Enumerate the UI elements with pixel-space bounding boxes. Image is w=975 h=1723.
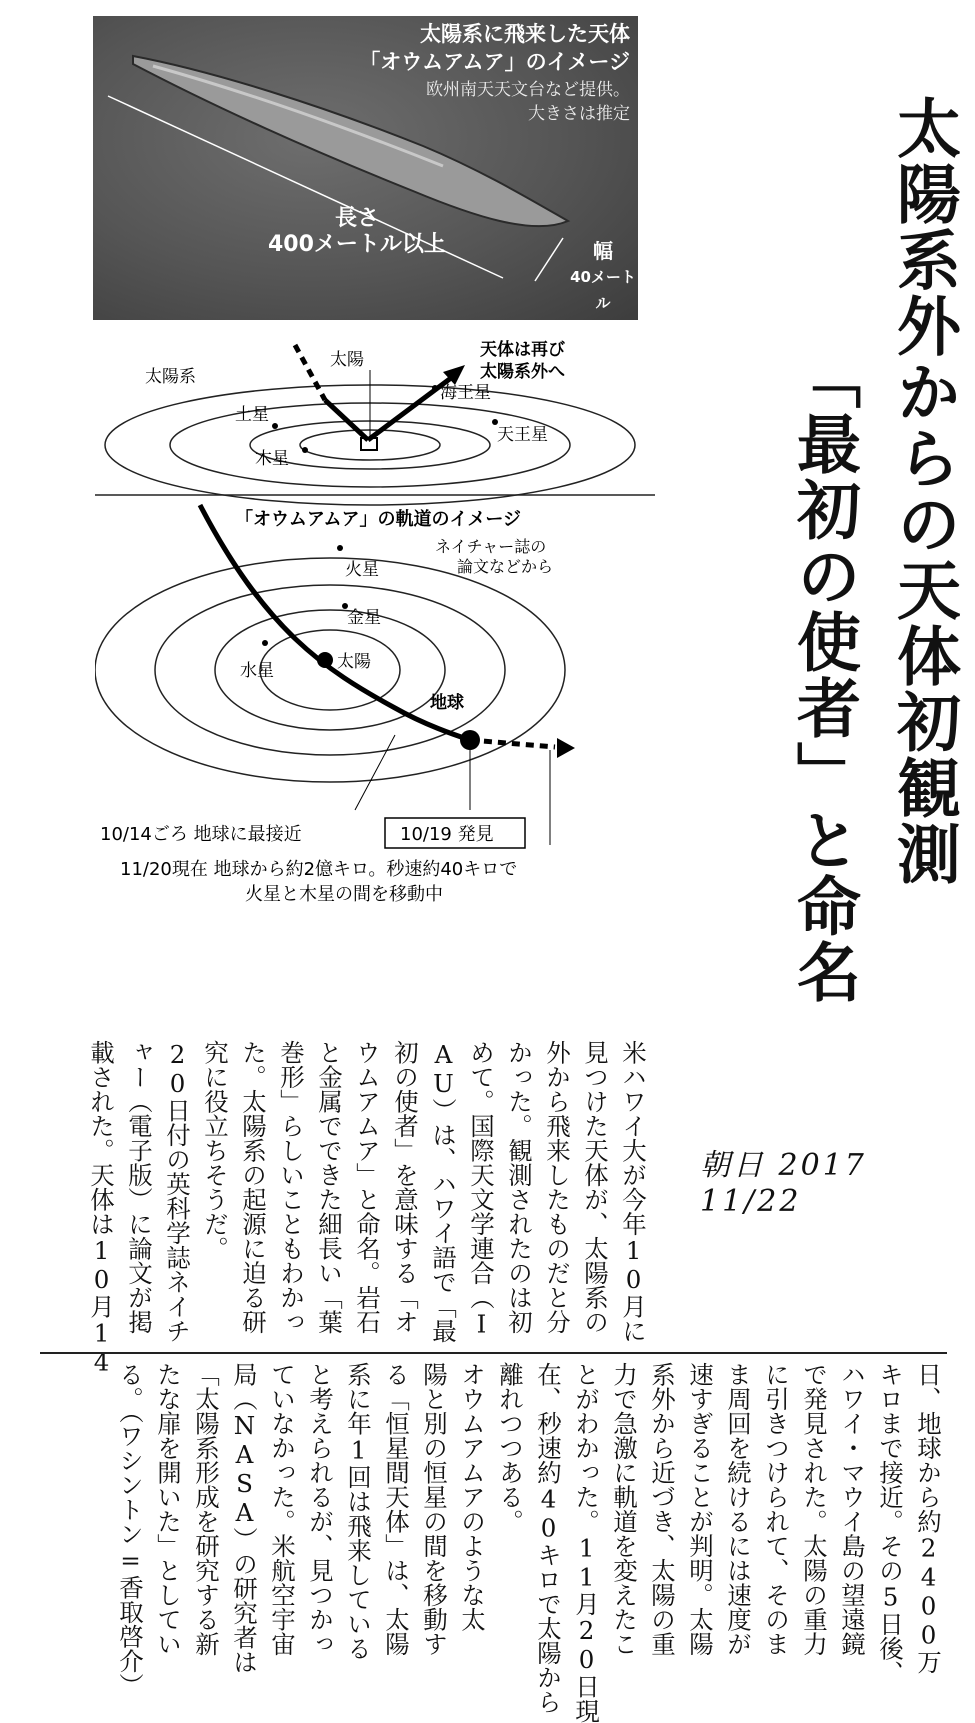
article-column: る。（ワシントン=香取啓介） [116,1362,145,1698]
trajectory-arrow-head [557,738,575,758]
length-label: 長さ 400メートル以上 [268,206,446,257]
orbit-title: 「オウムアムア」の軌道のイメージ [235,509,522,530]
article-column: と考えられるが、見つかっ [306,1362,335,1656]
article-column: 究に役立ちそうだ。 [201,1040,230,1261]
article-body-upper [82,1040,652,1377]
neptune-label: 海王星 [440,383,491,403]
article-column: ャー（電子版）に論文が掲 [125,1040,154,1334]
article-column: ていなかった。米航空宇宙 [268,1362,297,1656]
headline-sub: 「最初の使者」と命名 [786,345,861,1005]
article-column: 巻形」らしいこともわかっ [277,1040,306,1334]
exit-label-2: 太陽系外へ [480,362,565,382]
article-column: AU）は、ハワイ語で「最 [429,1040,458,1343]
article-body-lower [111,1362,947,1723]
status-line-2: 火星と木星の間を移動中 [245,884,443,905]
incoming-path [295,345,325,400]
article-column: 見つけた天体が、太陽系の [581,1040,610,1334]
image-caption: 太陽系に飛来した天体 「オウムアムア」のイメージ [359,22,630,74]
article-column: たな扉を開いた」としてい [154,1362,183,1656]
saturn-dot [272,423,278,429]
article-column: 力で急激に軌道を変えたこ [610,1362,639,1656]
article-column: 外から飛来したものだと分 [543,1040,572,1334]
handwritten-date-note: 朝日 2017 11/22 [700,1148,867,1219]
article-column: キロまで接近。その5日後、 [876,1362,905,1685]
article-column: 載された。天体は10月14 [87,1040,116,1377]
uranus-label: 天王星 [497,425,548,445]
column-divider [40,1352,947,1354]
article-column: 局（NASA）の研究者は [230,1362,259,1674]
width-label: 幅 40メートル [570,239,636,312]
article-column: 日、地球から約2400万 [914,1362,943,1674]
mercury-label: 水星 [240,661,274,681]
source-line-1: ネイチャー誌の [435,537,547,556]
headline-main: 太陽系外からの天体初観測 [886,95,961,887]
article-column: 米ハワイ大が今年10月に [619,1040,648,1343]
article-column: た。太陽系の起源に迫る研 [239,1040,268,1334]
article-column: で発見された。太陽の重力 [800,1362,829,1656]
article-column: 系に年1回は飛来している [344,1362,373,1661]
article-column: 速すぎることが判明。太陽 [686,1362,715,1656]
sun-label-top: 太陽 [330,350,364,370]
venus-label: 金星 [347,608,381,628]
saturn-label: 土星 [235,405,269,425]
jupiter-label: 木星 [255,449,289,469]
article-column: 「太陽系形成を研究する新 [192,1362,221,1656]
exit-label-1: 天体は再び [480,340,565,360]
article-column: 離れつつある。 [496,1362,525,1534]
discovery-label: 10/19 発見 [400,824,494,845]
article-column: ウムアムア」と命名。岩石 [353,1040,382,1334]
article-column: る「恒星間天体」は、太陽 [382,1362,411,1656]
path-in [325,400,368,440]
mars-label: 火星 [345,560,379,580]
status-line-1: 11/20現在 地球から約2億キロ。秒速約40キロで [120,859,518,880]
asteroid-image [93,16,638,320]
approach-leader [355,735,395,810]
sun-label: 太陽 [337,652,371,672]
jupiter-dot [302,447,308,453]
article-column: かった。観測されたのは初 [505,1040,534,1334]
article-column: に引きつけられて、そのま [762,1362,791,1656]
mercury-dot [262,640,268,646]
article-column: ハワイ・マウイ島の望遠鏡 [838,1362,867,1656]
earth-label: 地球 [430,693,464,713]
article-column: 陽と別の恒星の間を移動す [420,1362,449,1656]
earth-dot [460,730,480,750]
image-credit: 欧州南天天文台など提供。 大きさは推定 [426,80,630,124]
source-line-2: 論文などから [457,557,554,576]
article-column: 初の使者」を意味する「オ [391,1040,420,1334]
sun-dot [317,652,333,668]
article-column: 在、秒速約40キロで太陽から [534,1362,563,1714]
neptune-dot [432,385,438,391]
article-column: 系外から近づき、太陽の重 [648,1362,677,1656]
article-column: 20日付の英科学誌ネイチ [163,1040,192,1343]
orbit-diagram [95,340,655,1000]
article-column: オウムアムアのような太 [458,1362,487,1632]
closest-approach-label: 10/14ごろ 地球に最接近 [100,824,302,845]
solar-system-label: 太陽系 [145,367,196,387]
article-column: とがわかった。11月20日現 [572,1362,601,1723]
mars-dot [337,545,343,551]
future-trajectory [470,740,555,747]
article-column: ま周回を続けるには速度が [724,1362,753,1656]
article-column: めて。国際天文学連合（I [467,1040,496,1339]
article-column: と金属でできた細長い「葉 [315,1040,344,1334]
